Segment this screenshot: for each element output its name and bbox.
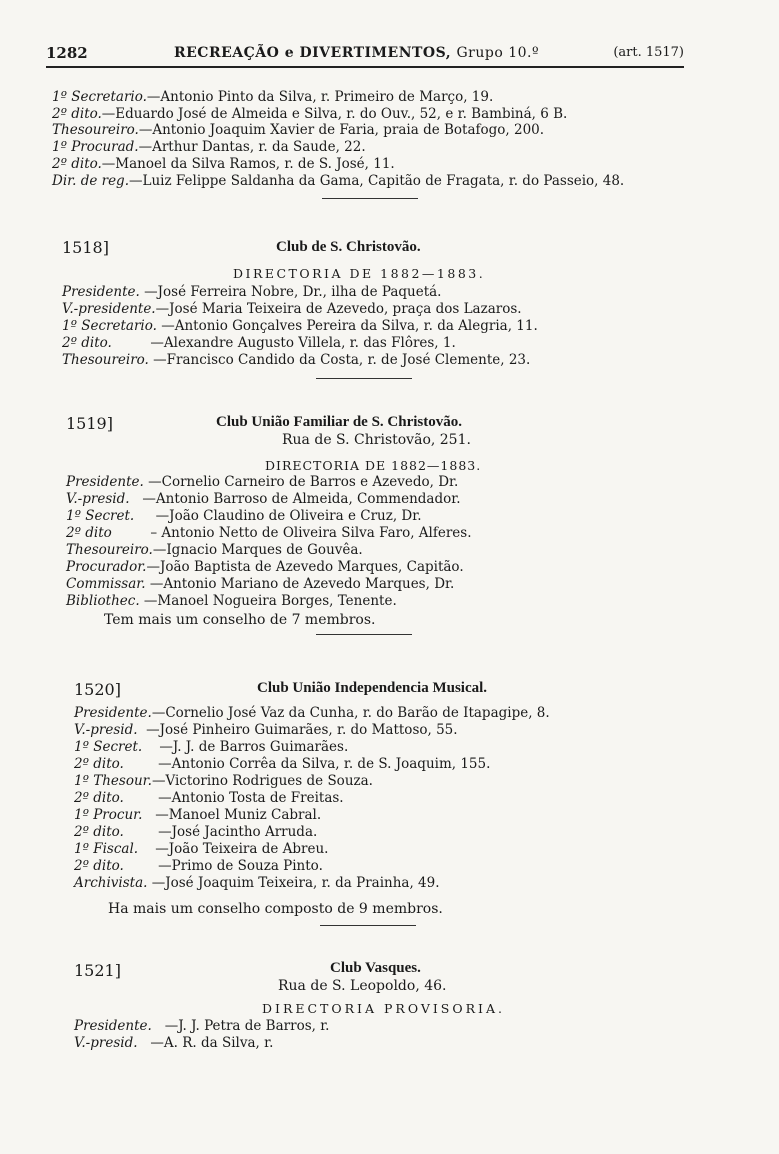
officer-role: Presidente. bbox=[62, 284, 140, 300]
entry-number: 1519] bbox=[66, 414, 113, 433]
officer-text: —Antonio Pinto da Silva, r. Primeiro de Março, 19. bbox=[146, 89, 494, 105]
officer-line bbox=[74, 858, 323, 875]
officer-role: V.-presid. bbox=[66, 491, 130, 507]
officer-line bbox=[52, 139, 366, 156]
running-header bbox=[46, 44, 684, 64]
entry-number: 1518] bbox=[62, 238, 109, 257]
officer-line bbox=[74, 824, 317, 841]
officer-role: 2º dito. bbox=[52, 106, 102, 122]
officer-role: 1º Fiscal. bbox=[74, 841, 139, 857]
officer-text: —Manoel Muniz Cabral. bbox=[155, 807, 322, 823]
council-note: Ha mais um conselho composto de 9 membros. bbox=[108, 901, 443, 917]
officer-role: 1º Procur. bbox=[74, 807, 143, 823]
club-title: Club União Familiar de S. Christovão. bbox=[216, 414, 462, 430]
officer-line bbox=[62, 352, 530, 369]
officer-line bbox=[66, 491, 461, 508]
officer-text: —Eduardo José de Almeida e Silva, r. do Ouv., 52, e r. Bambiná, 6 B. bbox=[101, 106, 568, 122]
officer-role: 2º dito. bbox=[62, 335, 112, 351]
officer-text: —Antonio Gonçalves Pereira da Silva, r. da Alegria, 11. bbox=[161, 318, 538, 334]
header-rule bbox=[46, 66, 684, 68]
officer-line bbox=[74, 773, 373, 790]
officer-text: —João Baptista de Azevedo Marques, Capitão. bbox=[146, 559, 464, 575]
page-title-text: RECREAÇÃO e DIVERTIMENTOS, bbox=[174, 45, 452, 61]
officer-line bbox=[62, 335, 456, 352]
officer-role: 2º dito bbox=[66, 525, 112, 541]
officer-text: —Cornelio Carneiro de Barros e Azevedo, Dr. bbox=[148, 474, 459, 490]
officer-line bbox=[74, 1035, 273, 1052]
officer-line bbox=[52, 173, 624, 190]
officer-line bbox=[52, 156, 395, 173]
officer-line bbox=[74, 722, 458, 739]
officer-line bbox=[74, 1018, 329, 1035]
officer-text: —J. J. Petra de Barros, r. bbox=[164, 1018, 330, 1034]
club-title: Club União Independencia Musical. bbox=[257, 680, 488, 696]
officer-line bbox=[52, 89, 493, 106]
officer-text: —Antonio Tosta de Freitas. bbox=[158, 790, 344, 806]
article-ref: (art. 1517) bbox=[613, 45, 684, 60]
officer-line bbox=[62, 301, 522, 318]
officer-line bbox=[74, 807, 321, 824]
officer-role: Procurador. bbox=[66, 559, 147, 575]
officer-line bbox=[66, 508, 422, 525]
officer-line bbox=[74, 739, 348, 756]
officer-role: V.-presid. bbox=[74, 722, 138, 738]
officer-text: —José Jacintho Arruda. bbox=[158, 824, 318, 840]
officer-text: —João Claudino de Oliveira e Cruz, Dr. bbox=[155, 508, 422, 524]
officer-role: Presidente. bbox=[74, 705, 152, 721]
officer-role: Bibliothec. bbox=[66, 593, 140, 609]
club-address: Rua de S. Christovão, 251. bbox=[282, 432, 471, 448]
officer-text: —José Maria Teixeira de Azevedo, praça dos Lazaros. bbox=[155, 301, 522, 317]
officer-role: Thesoureiro. bbox=[62, 352, 149, 368]
officer-text: —Antonio Barroso de Almeida, Commendador. bbox=[142, 491, 461, 507]
club-title: Club Vasques. bbox=[330, 960, 421, 976]
officer-role: Presidente. bbox=[74, 1018, 152, 1034]
section-divider bbox=[316, 378, 412, 379]
officer-line bbox=[62, 284, 441, 301]
officer-role: Commissar. bbox=[66, 576, 146, 592]
officer-text: —Luiz Felippe Saldanha da Gama, Capitão de Fragata, r. do Passeio, 48. bbox=[129, 173, 625, 189]
section-divider bbox=[320, 925, 416, 926]
group-label: Grupo 10.º bbox=[456, 45, 540, 61]
officer-role: 2º dito. bbox=[74, 790, 124, 806]
officer-role: Presidente. bbox=[66, 474, 144, 490]
officer-line bbox=[74, 790, 344, 807]
page-number: 1282 bbox=[46, 44, 88, 62]
entry-number: 1520] bbox=[74, 680, 121, 699]
entry-number: 1521] bbox=[74, 961, 121, 980]
directory-heading: DIRECTORIA DE 1882—1883. bbox=[233, 266, 486, 281]
officer-line bbox=[66, 593, 397, 610]
officer-role: 1º Secretario. bbox=[52, 89, 147, 105]
officer-role: 2º dito. bbox=[74, 824, 124, 840]
officer-text: —Victorino Rodrigues de Souza. bbox=[151, 773, 373, 789]
officer-role: V.-presidente. bbox=[62, 301, 156, 317]
officer-text: —Antonio Joaquim Xavier de Faria, praia de Botafogo, 200. bbox=[138, 122, 545, 138]
officer-line bbox=[66, 474, 458, 491]
officer-text: —Manoel Nogueira Borges, Tenente. bbox=[143, 593, 397, 609]
officer-role: 1º Secretario. bbox=[62, 318, 157, 334]
section-divider bbox=[322, 198, 418, 199]
officer-role: V.-presid. bbox=[74, 1035, 138, 1051]
officer-role: 1º Secret. bbox=[66, 508, 135, 524]
club-title: Club de S. Christovão. bbox=[276, 239, 421, 255]
directory-heading: DIRECTORIA DE 1882—1883. bbox=[265, 458, 482, 473]
officer-text: —José Joaquim Teixeira, r. da Prainha, 49. bbox=[151, 875, 440, 891]
officer-text: —J. J. de Barros Guimarães. bbox=[159, 739, 349, 755]
officer-text: —José Ferreira Nobre, Dr., ilha de Paquetá. bbox=[144, 284, 442, 300]
officer-role: Thesoureiro. bbox=[52, 122, 139, 138]
officer-role: 2º dito. bbox=[74, 756, 124, 772]
officer-text: —Francisco Candido da Costa, r. de José Clemente, 23. bbox=[153, 352, 531, 368]
officer-line bbox=[74, 875, 440, 892]
council-note: Tem mais um conselho de 7 membros. bbox=[104, 612, 376, 628]
officer-text: —Alexandre Augusto Villela, r. das Flôres, 1. bbox=[150, 335, 456, 351]
officer-line bbox=[74, 841, 328, 858]
officer-text: —José Pinheiro Guimarães, r. do Mattoso, 55. bbox=[146, 722, 458, 738]
officer-line bbox=[66, 525, 472, 542]
officer-text: —Cornelio José Vaz da Cunha, r. do Barão de Itapagipe, 8. bbox=[151, 705, 550, 721]
officer-text: —Antonio Corrêa da Silva, r. de S. Joaquim, 155. bbox=[158, 756, 491, 772]
officer-role: Archivista. bbox=[74, 875, 148, 891]
officer-line bbox=[62, 318, 538, 335]
officer-text: —A. R. da Silva, r. bbox=[150, 1035, 274, 1051]
officer-role: Dir. de reg. bbox=[52, 173, 129, 189]
directory-heading: DIRECTORIA PROVISORIA. bbox=[262, 1001, 505, 1016]
officer-role: 1º Secret. bbox=[74, 739, 143, 755]
officer-line bbox=[52, 106, 567, 123]
officer-line bbox=[74, 756, 490, 773]
officer-line bbox=[66, 559, 464, 576]
officer-text: – Antonio Netto de Oliveira Silva Faro, Alferes. bbox=[150, 525, 472, 541]
officer-line bbox=[66, 576, 454, 593]
officer-text: —Ignacio Marques de Gouvêa. bbox=[152, 542, 363, 558]
officer-text: —Antonio Mariano de Azevedo Marques, Dr. bbox=[149, 576, 455, 592]
officer-role: 2º dito. bbox=[74, 858, 124, 874]
officer-role: Thesoureiro. bbox=[66, 542, 153, 558]
officer-text: —Arthur Dantas, r. da Saude, 22. bbox=[138, 139, 366, 155]
officer-line bbox=[52, 122, 544, 139]
officer-role: 1º Thesour. bbox=[74, 773, 152, 789]
officer-role: 2º dito. bbox=[52, 156, 102, 172]
section-divider bbox=[316, 634, 412, 635]
officer-line bbox=[74, 705, 550, 722]
club-address: Rua de S. Leopoldo, 46. bbox=[278, 978, 447, 994]
page-title bbox=[174, 45, 539, 61]
officer-text: —João Teixeira de Abreu. bbox=[155, 841, 329, 857]
officer-text: —Primo de Souza Pinto. bbox=[158, 858, 323, 874]
officer-line bbox=[66, 542, 363, 559]
officer-role: 1º Procurad. bbox=[52, 139, 139, 155]
officer-text: —Manoel da Silva Ramos, r. de S. José, 11. bbox=[101, 156, 395, 172]
